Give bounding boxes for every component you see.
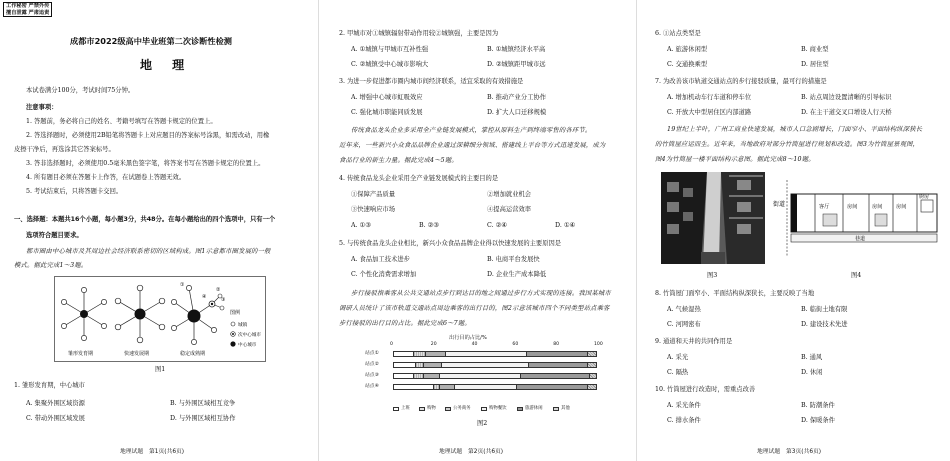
q4-item-2: ②增加就业机会 [487,191,532,198]
bar-segment [588,385,596,389]
bar-segment [426,352,446,356]
bar-segment [440,385,454,389]
bar-segment [416,363,424,367]
q2-option-d: D. ②城镇距甲城市远 [487,61,546,68]
q5-stem: 5. 与传统食品龙头企业相比，新兴小众食品品牌企业得以快速发展的主要原因是 [339,240,562,247]
q9-option-a: A. 采光 [667,354,689,361]
legend-swatch [419,407,425,411]
q7-option-b: B. 站点周边设置清晰的引导标识 [801,94,892,101]
stage-2-diagram [115,285,165,343]
legend-label: 旅游休闲 [525,406,543,411]
bar-row [393,373,597,379]
bar-segment [414,352,426,356]
q3-stem: 3. 为进一步促进都市圈内城市间经济联系，适宜采取的有效措施是 [339,78,524,85]
legend-swatch [445,407,451,411]
passage-2-line-1: 传统食品龙头企业多采用全产业链发展模式，掌控从原料生产到终端零售的各环节。 [351,127,592,134]
q10-option-d: D. 保暖条件 [801,417,836,424]
q7-option-c: C. 开放大中型居住区内部道路 [667,109,752,116]
q1-option-d: D. 与外围区域相互协作 [170,415,236,422]
figure-2-chart [359,334,629,432]
stage-label-2: 快速发展期 [124,351,150,357]
bar-segment [394,363,416,367]
q6-option-c: C. 交通换乘型 [667,61,708,68]
passage-1: 都市圈由中心城市及其周边社会经济联系密切的区域构成。图1示意都市圈发展的一般 [26,248,271,255]
legend-center: 中心城市 [238,343,257,348]
notice-5: 5. 考试结束后，只将答题卡交回。 [26,188,123,195]
bar-segment [442,363,529,367]
passage-2-line-3: 食品行业的新生力量。据此完成4～5题。 [339,157,458,164]
q2-stem: 2. 甲城市对①城镇辐射带动作用较②城镇强，主要是因为 [339,30,499,37]
category-label: 站点④ [365,384,379,389]
passage-3-line-3: 步行接驳的出行目的占比。据此完成6～7题。 [339,320,471,327]
marker-2: ② [216,287,221,293]
confidential-seal: 工作秘密 严禁外传 擅自泄露 严肃追责 [3,2,52,17]
bar-segment [588,352,596,356]
q3-option-b: B. 推动产业分工协作 [487,94,547,101]
bar-segment [394,374,414,378]
chart-bars [359,351,629,401]
bar-segment [394,352,414,356]
subject-title: 地 理 [140,58,193,72]
category-label: 站点② [365,362,379,367]
bar-segment [588,363,596,367]
figure-3-photo [661,172,765,264]
q7-stem: 7. 为改善该市轨道交通站点的步行接驳质量，最可行的措施是 [655,78,827,85]
passage-4-line-2: 的竹筒屋应运而生。近年来，当地政府对部分竹筒屋进行规划和改造。图3为竹筒屋景观图， [655,141,920,148]
q4-item-1: ①保障产品质量 [351,191,396,198]
q5-option-d: D. 企业生产成本降低 [487,271,547,278]
exam-title: 成都市2022级高中毕业班第二次诊断性检测 [70,36,232,46]
passage-4-line-3: 图4为竹筒屋一楼平面结构示意图。据此完成8～10题。 [655,156,815,163]
figure-2-caption: 图2 [477,420,488,427]
legend-swatch [517,407,523,411]
q8-option-b: B. 临街土地有限 [801,306,848,313]
q6-option-b: B. 商业型 [801,46,829,53]
q4-option-d: D. ①④ [555,222,576,229]
notice-3: 3. 答非选择题时，必须使用0.5毫米黑色签字笔，将答案书写在答题卡规定的位置上。 [26,160,265,167]
q8-option-d: D. 建设技术先进 [801,321,848,328]
marker-4: ④ [202,294,207,300]
page-2-footer: 地理试题 第2页(共6页) [439,449,504,455]
notice-2: 2. 答选择题时，必须使用2B铅笔将答题卡上对应题目的答案标号涂黑，如需改动，用橡 [26,132,270,139]
bar-segment [521,374,590,378]
page-1-footer: 地理试题 第1页(共6页) [120,449,185,455]
q1-option-a: A. 集聚外围区域资源 [26,400,85,407]
q2-option-a: A. ①城镇与甲城市互补性强 [351,46,429,53]
stage-label-1: 雏形发育期 [68,351,94,357]
q10-option-b: B. 防潮条件 [801,402,835,409]
figure-3-caption: 图3 [707,272,718,279]
q4-option-b: B. ②③ [419,222,439,229]
q9-option-c: C. 隔热 [667,369,689,376]
notice-2-cont: 皮擦干净后，再选涂其它答案标号。 [14,146,115,153]
bar-segment [414,374,424,378]
legend-swatch [553,407,559,411]
q3-option-d: D. 扩大人口迁移规模 [487,109,547,116]
q8-stem: 8. 竹筒屋门面窄小、平面结构纵深狭长，主要反映了当地 [655,290,815,297]
x-tick-label: 40 [471,342,478,347]
legend-label: 上班 [401,406,410,411]
passage-3-line-2: 调研人员统计了该市轨道交通站点周边乘客的出行目的，图2示意该城市四个不同类型站点乘客 [339,305,610,312]
x-tick-label: 80 [553,342,560,347]
bar-segment [590,374,596,378]
marker-3: ③ [221,297,226,303]
q1-option-c: C. 带动外围区域发展 [26,415,85,422]
notice-1: 1. 答题前，务必将自己的姓名、考籍号填写在答题卡规定的位置上。 [26,118,217,125]
figure-4-floor-plan [771,178,943,260]
stage-3-diagram [171,282,225,345]
x-tick-label: 60 [512,342,519,347]
marker-1: ① [180,282,185,288]
passage-2-line-2: 近年来，一些新兴小众食品品牌企业通过深耕细分领域、搭建线上平台等方式迅速发展，成为 [339,142,606,149]
notice-4: 4. 所有题目必须在答题卡上作答，在试题卷上答题无效。 [26,174,186,181]
section-title: 一、选择题：本题共16个小题，每小题3分，共48分。在每小题给出的四个选项中，只有一个 [14,216,276,223]
page-1 [0,0,318,461]
bar-segment [455,385,518,389]
bar-segment [440,374,521,378]
legend-title: 图例 [230,310,241,316]
page-3 [636,0,950,461]
category-label: 站点③ [365,373,379,378]
q9-option-b: B. 通风 [801,354,823,361]
legend-swatch [481,407,487,411]
chart-x-ticks [390,342,603,350]
q2-option-b: B. ①城镇经济水平高 [487,46,546,53]
q5-option-b: B. 电商平台发展快 [487,256,540,263]
bar-row [393,384,597,390]
bar-segment [527,352,588,356]
q6-option-a: A. 旅游休闲型 [667,46,708,53]
q10-option-a: A. 采光条件 [667,402,701,409]
room-living: 客厅 [819,204,830,210]
figure-1-legend [230,309,261,348]
chart-title: 出行目的占比/% [449,335,487,341]
bar-segment [517,385,588,389]
street-label: 街道 [773,201,786,208]
q4-option-a: A. ①③ [351,222,371,229]
q4-item-4: ④提高运营效率 [487,206,532,213]
figure-1-metropolitan-model [54,276,266,362]
q9-option-d: D. 休闲 [801,369,823,376]
q5-option-c: C. 个性化消费需求增加 [351,271,417,278]
notice-title: 注意事项： [26,104,58,111]
bar-segment [424,374,440,378]
q1-stem: 1. 雏形发育期，中心城市 [14,382,85,389]
legend-label: 购物餐饮 [489,406,507,411]
legend-label: 公务商务 [453,406,471,411]
x-tick-label: 20 [430,342,437,347]
bar-segment [446,352,527,356]
passage-1-cont: 模式。据此完成1～3题。 [14,262,88,269]
q4-stem: 4. 传统食品龙头企业采用全产业链发展模式的主要目的是 [339,175,499,182]
q1-option-b: B. 与外围区域相互竞争 [170,400,236,407]
q5-option-a: A. 食品加工技术进步 [351,256,410,263]
legend-label: 其他 [561,406,570,411]
q10-stem: 10. 竹筒屋进行改造时，需重点改善 [655,386,756,393]
section-title-cont: 选项符合题目要求。 [26,232,83,239]
legend-town: 城镇 [238,323,248,328]
category-label: 站点① [365,351,379,356]
legend-swatch [393,407,399,411]
passage-3-line-1: 步行接驳指乘客从公共交通站点步行到达目的地之间通过步行方式实现的连接。我国某城市 [351,290,611,297]
bar-segment [529,363,588,367]
passage-4-line-1: 19世纪上半叶，广州工商业快速发展，城市人口急剧增长，门面窄小、平面结构纵深狭长 [667,126,923,133]
q4-option-c: C. ②④ [487,222,507,229]
q6-stem: 6. ①站点类型是 [655,30,701,37]
room-1: 房间 [847,204,858,210]
q7-option-a: A. 增加机动车行车道和停车位 [667,94,752,101]
q10-option-c: C. 排水条件 [667,417,701,424]
x-tick-label: 100 [594,342,603,347]
room-2: 房间 [872,204,883,210]
figure-4-caption: 图4 [851,272,862,279]
q6-option-d: D. 居住型 [801,61,829,68]
q7-option-d: D. 在主干道交叉口增设人行天桥 [801,109,892,116]
legend-label: 购物 [427,406,436,411]
q3-option-c: C. 强化城市职能同质发展 [351,109,423,116]
bar-segment [424,363,442,367]
exam-intro: 本试卷满分100分，考试时间75分钟。 [26,87,135,94]
x-tick-label: 0 [390,342,393,347]
stage-label-3: 稳定成熟期 [180,351,206,357]
q8-option-c: C. 河网密布 [667,321,701,328]
bar-row [393,362,597,368]
q2-option-c: C. ②城镇受中心城市影响大 [351,61,429,68]
room-3: 房间 [896,204,907,210]
page-2 [318,0,636,461]
figure-1-caption: 图1 [155,366,166,373]
lane-label: 巷道 [855,236,866,242]
bar-segment [394,385,434,389]
q8-option-a: A. 气候湿热 [667,306,701,313]
bar-row [393,351,597,357]
q3-option-a: A. 增强中心城市虹吸效应 [351,94,423,101]
room-kitchen: 厨房 [919,194,930,200]
q4-item-3: ③快速响应市场 [351,206,396,213]
chart-legend [359,406,629,416]
page-3-footer: 地理试题 第3页(共6页) [757,449,822,455]
q9-stem: 9. 通道和天井的共同作用是 [655,338,733,345]
stage-1-diagram [61,287,106,340]
legend-sub-center: 次中心城市 [238,333,261,338]
